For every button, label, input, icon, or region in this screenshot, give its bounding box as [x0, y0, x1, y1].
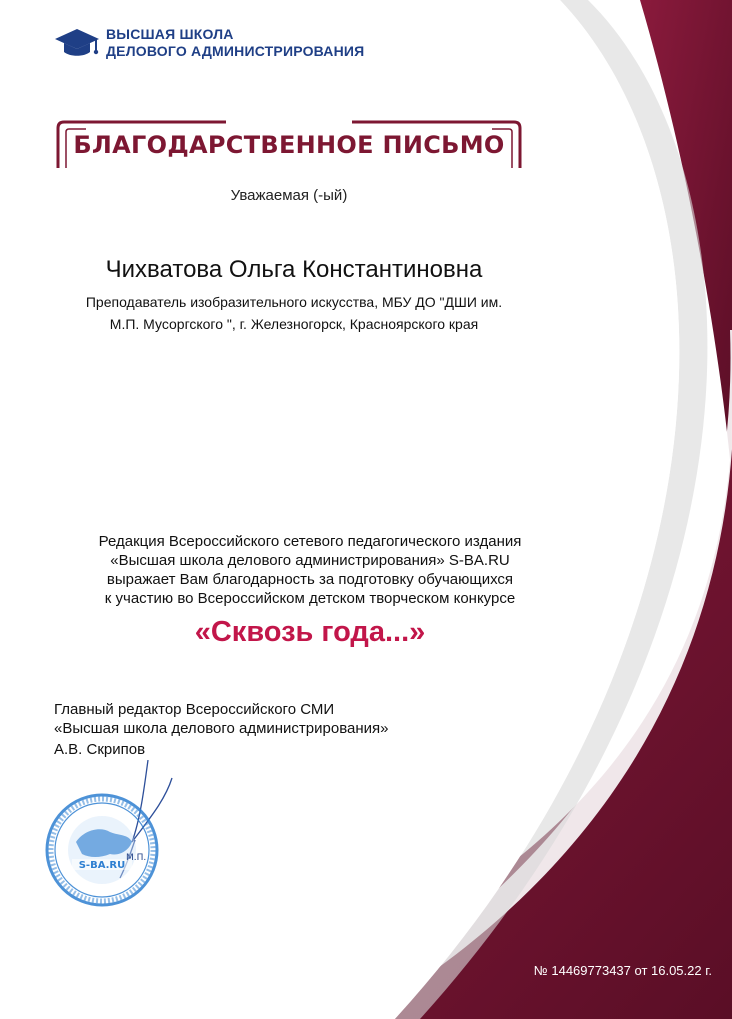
contest-name: «Сквозь года...»: [194, 616, 426, 648]
stamp-mp-label: М.П.: [126, 853, 147, 863]
recipient-position: [40, 291, 548, 335]
salutation: Уважаемая (-ый): [230, 187, 348, 204]
editor-line1: Главный редактор Всероссийского СМИ: [54, 701, 335, 718]
body-line4: к участию во Всероссийском детском творческом конкурсе: [104, 590, 516, 607]
body-line2: «Высшая школа делового администрирования» S-BA.RU: [110, 552, 510, 569]
position-line1: Преподаватель изобразительного искусства, МБУ ДО "ДШИ им.: [85, 294, 503, 310]
logo-line2: ДЕЛОВОГО АДМИНИСТРИРОВАНИЯ: [106, 43, 365, 59]
recipient-name: Чихватова Ольга Константиновна: [105, 256, 483, 283]
document-title: БЛАГОДАРСТВЕННОЕ ПИСЬМО: [73, 131, 505, 159]
editor-line2: «Высшая школа делового администрирования»: [54, 720, 389, 737]
position-line2: М.П. Мусоргского ", г. Железногорск, Красноярского края: [109, 316, 479, 332]
graduation-cap-icon: [54, 26, 100, 60]
round-seal-icon: [40, 760, 180, 920]
logo: [54, 26, 364, 60]
editor-name: А.В. Скрипов: [54, 741, 146, 758]
body-line1: Редакция Всероссийского сетевого педагогического издания: [98, 533, 522, 550]
document-number: № 14469773437 от 16.05.22 г.: [533, 963, 712, 978]
body-line3: выражает Вам благодарность за подготовку обучающихся: [106, 571, 514, 588]
editor-block: [54, 700, 388, 759]
stamp-center-text: S-BA.RU: [78, 860, 126, 871]
logo-line1: ВЫСШАЯ ШКОЛА: [106, 26, 234, 42]
gratitude-text: [20, 532, 600, 608]
title-frame: [56, 120, 522, 170]
